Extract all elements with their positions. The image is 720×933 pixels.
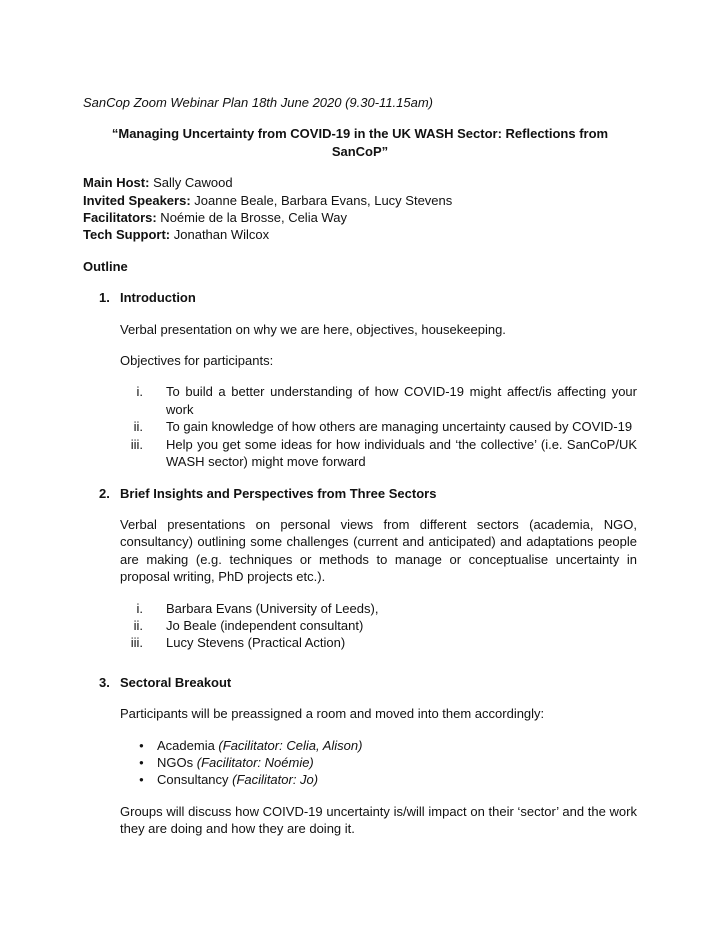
main-host-line: [83, 174, 637, 191]
breakout-bullet-text: [157, 771, 318, 788]
section-1-title: Introduction: [120, 290, 196, 306]
speaker-marker: ii.: [133, 617, 143, 633]
breakout-bullet-academia: [139, 737, 637, 754]
breakout-bullet-ngos: [139, 754, 637, 771]
objective-text: To build a better understanding of how COVID-19 might affect/is affecting your work: [166, 384, 637, 417]
section-2-number: 2.: [99, 485, 110, 501]
objective-marker: iii.: [130, 436, 143, 452]
breakout-bullet-text: [157, 737, 362, 754]
room-facilitator: (Facilitator: Noémie): [196, 754, 314, 770]
speaker-marker: iii.: [130, 635, 143, 651]
section-3-closing-paragraph: Groups will discuss how COIVD-19 uncertainty is/will impact on their ‘sector’ and the work they are doing and how they are doing it.: [120, 803, 637, 837]
section-3-number: 3.: [99, 674, 110, 690]
tech-support-label: Tech Support:: [83, 227, 171, 243]
section-1-heading: [83, 289, 637, 306]
breakout-rooms-list: [83, 737, 637, 789]
facilitators-label: Facilitators:: [83, 210, 157, 226]
room-name: NGOs: [157, 754, 197, 770]
section-1-paragraph: Verbal presentation on why we are here, objectives, housekeeping.: [120, 321, 506, 337]
section-2-title: Brief Insights and Perspectives from Three Sectors: [120, 485, 437, 501]
bullet-icon: ●: [139, 740, 144, 750]
speaker-text: Barbara Evans (University of Leeds),: [166, 600, 379, 616]
objective-marker: ii.: [133, 419, 143, 435]
webinar-title: “Managing Uncertainty from COVID-19 in the UK WASH Sector: Reflections from SanCoP”: [111, 126, 609, 159]
section-1-objectives-intro: Objectives for participants:: [120, 353, 274, 369]
objective-item: [125, 383, 637, 418]
speaker-text: Lucy Stevens (Practical Action): [166, 635, 346, 651]
objective-text: To gain knowledge of how others are managing uncertainty caused by COVID-19: [166, 419, 633, 435]
invited-speakers-line: [83, 192, 637, 209]
section-2-heading: [83, 485, 637, 502]
breakout-bullet-consultancy: [139, 771, 637, 788]
facilitators-line: [83, 209, 637, 226]
breakout-bullet-text: [157, 754, 314, 771]
bullet-icon: ●: [139, 775, 144, 785]
bullet-icon: ●: [139, 757, 144, 767]
objectives-list: [83, 383, 637, 470]
tech-support-line: [83, 226, 637, 243]
room-name: Consultancy: [157, 772, 233, 788]
room-name: Academia: [157, 737, 219, 753]
speaker-item: [125, 634, 637, 651]
section-3-heading: [83, 674, 637, 691]
section-3-title: Sectoral Breakout: [120, 674, 232, 690]
section-3-paragraph: Participants will be preassigned a room and moved into them accordingly:: [120, 706, 545, 722]
objective-text: Help you get some ideas for how individuals and ‘the collective’ (i.e. SanCoP/UK WASH sector) might move forward: [166, 436, 637, 470]
speaker-item: [125, 600, 637, 617]
speaker-text: Jo Beale (independent consultant): [166, 617, 364, 633]
objective-item: [125, 418, 637, 435]
facilitators-value: Noémie de la Brosse, Celia Way: [156, 210, 347, 226]
invited-speakers-label: Invited Speakers:: [83, 192, 191, 208]
section-1-number: 1.: [99, 290, 110, 306]
roles-block: [83, 174, 637, 244]
invited-speakers-value: Joanne Beale, Barbara Evans, Lucy Stevens: [190, 192, 453, 208]
speaker-marker: i.: [136, 600, 143, 616]
webinar-plan-line: SanCop Zoom Webinar Plan 18th June 2020 (9.30-11.15am): [83, 95, 434, 110]
room-facilitator: (Facilitator: Jo): [232, 772, 319, 788]
tech-support-value: Jonathan Wilcox: [170, 227, 270, 243]
main-host-value: Sally Cawood: [149, 175, 233, 191]
objective-item: [125, 436, 637, 471]
room-facilitator: (Facilitator: Celia, Alison): [218, 737, 363, 753]
objective-marker: i.: [136, 384, 143, 400]
speaker-item: [125, 617, 637, 634]
outline-heading: Outline: [83, 258, 128, 274]
section-2-paragraph: Verbal presentations on personal views from different sectors (academia, NGO, consultancy) outlining some challenges (current and anticipated) and adaptations people are making (e.g. techniques or methods to manage or conceptualise uncertainty in proposal writing, PhD projects etc.).: [120, 516, 637, 585]
main-host-label: Main Host:: [83, 175, 150, 191]
speakers-list: [83, 600, 637, 652]
